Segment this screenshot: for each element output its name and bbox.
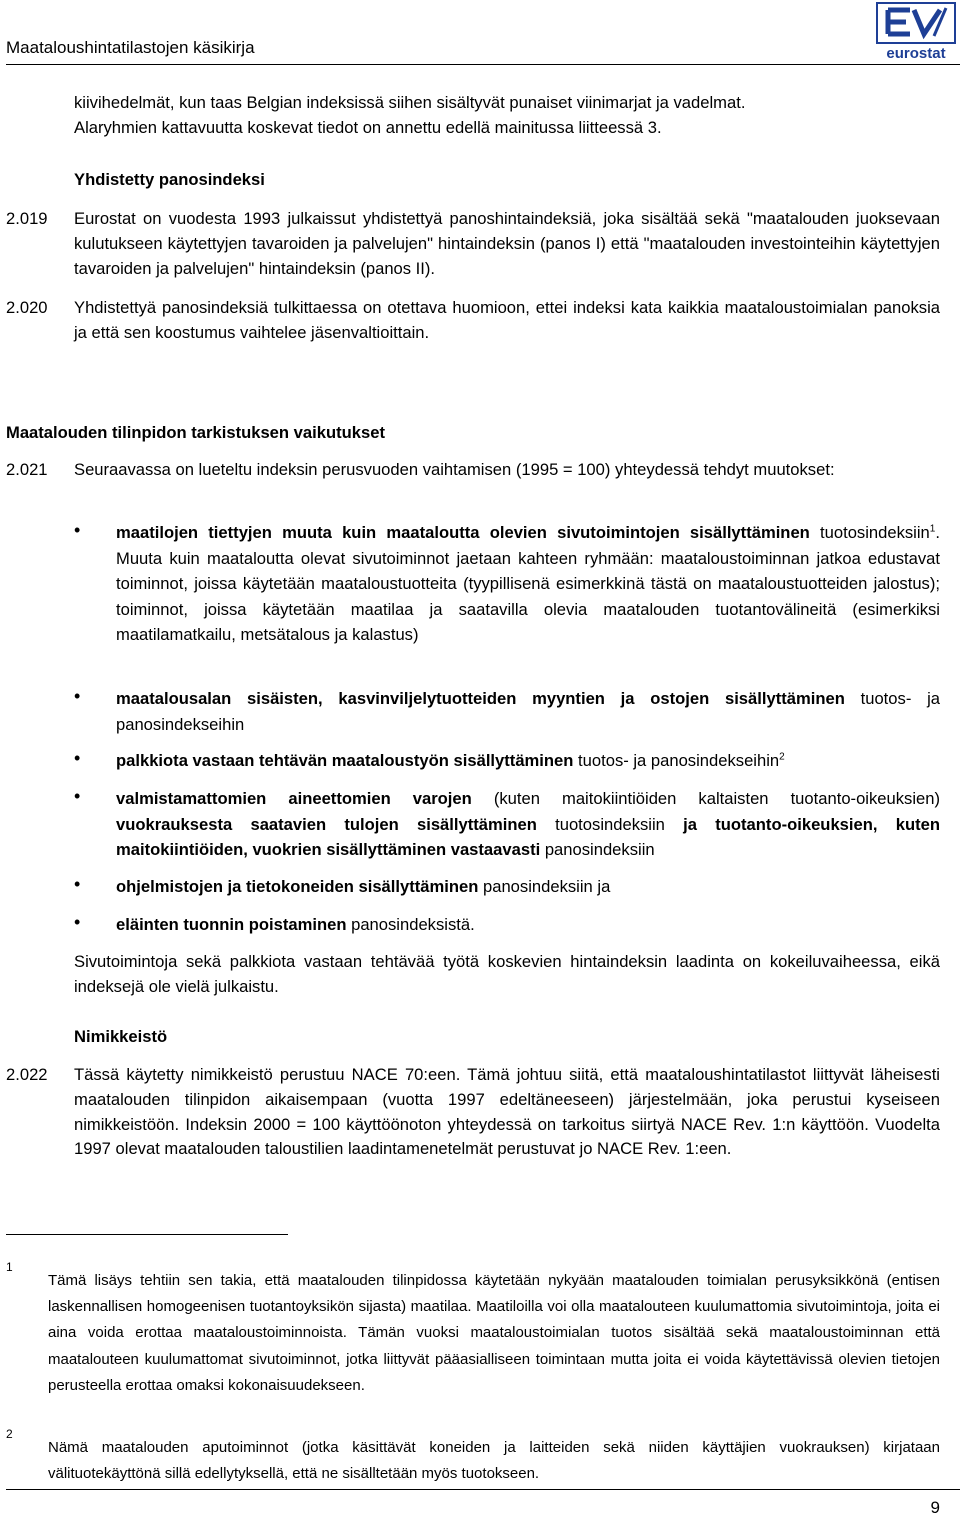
- paragraph-number-2022: 2.022: [6, 1065, 48, 1084]
- bullet-1-text-b: . Muuta kuin maataloutta olevat sivutoiminnot jaetaan kahteen ryhmään: maataloustoiminnan jatkoa edustavat toiminnot, joissa käytetään maataloustuotteita (tyypillisenä esimerkkinä tästä on maataloustuotteiden jalostus); toiminnot, joissa käytetään maatilaa ja saatavilla olevia maatalouden tuotantovälineitä (esimerkiksi maatilamatkailu, metsätalous ja kalastus): [116, 523, 940, 645]
- paragraph-number-2021: 2.021: [6, 460, 48, 479]
- paragraph-number-2019: 2.019: [6, 209, 48, 228]
- bullet-marker: •: [74, 786, 81, 806]
- bullet-4-text-2: tuotosindeksiin: [536, 814, 684, 834]
- footnote-2-number: 2: [6, 1427, 13, 1441]
- bullet-marker: •: [74, 520, 81, 540]
- bullet-marker: •: [74, 912, 81, 932]
- bullet-4-bold-3: ja tuotanto-oikeuksien, kuten maitokiintiöiden, vuokrien sisällyttäminen vastaavasti: [116, 814, 940, 860]
- bullet-item-4: [116, 786, 940, 863]
- footnote-2-text: Nämä maatalouden aputoiminnot (jotka käsittävät koneiden ja laitteiden sekä niiden käyttäjien vuokrauksen) kirjataan välituotekäyttönä sillä edellytyksellä, että ne sisälltetään myös tuotokseen.: [48, 1439, 940, 1483]
- document-title: Maataloushintatilastojen käsikirja: [6, 38, 255, 57]
- paragraph-2020: Yhdistettyä panosindeksiä tulkittaessa on otettava huomioon, ettei indeksi kata kaikkia maataloustoimialan panoksia ja että sen koostumus vaihtelee jäsenvaltioittain.: [74, 298, 940, 342]
- bullet-4-text-3: panosindeksiin: [540, 840, 655, 860]
- logo-wordmark: eurostat: [886, 45, 946, 62]
- paragraph-2019: Eurostat on vuodesta 1993 julkaissut yhdistettyä panoshintaindeksiä, joka sisältää sekä "maatalouden juoksevaan kulutukseen käytettyjen tavaroiden ja palvelujen" hintaindeksin (panos I) että "maatalouden investointeihin käytettyjen tavaroiden ja palvelujen" hintaindeksin (panos II).: [74, 209, 940, 278]
- footer-divider: [6, 1489, 960, 1490]
- heading-accounts-revision: Maatalouden tilinpidon tarkistuksen vaikutukset: [6, 423, 385, 442]
- bullet-3-text: tuotos- ja panosindekseihin: [573, 751, 780, 770]
- footnote-1-number: 1: [6, 1260, 13, 1274]
- eurostat-logo: [876, 2, 956, 62]
- bullet-2-bold: maatalousalan sisäisten, kasvinviljelytuotteiden myyntien ja ostojen sisällyttäminen: [116, 689, 845, 708]
- paragraph-number-2020: 2.020: [6, 298, 48, 317]
- bullet-4-text-1: (kuten maitokiintiöiden kaltaisten tuotanto-oikeuksien): [471, 789, 941, 808]
- bullet-item-2: [116, 686, 940, 737]
- bullet-item-5: [116, 874, 940, 900]
- paragraph-2022: Tässä käytetty nimikkeistö perustuu NACE 70:een. Tämä johtuu siitä, että maataloushintatilastot liittyvät läheisesti maatalouden tilinpidon aikaisempaan (vuotta 1997 edeltäneeseen) järjestelmään, joka perustui kyseiseen nimikkeistöön. Indeksin 2000 = 100 käyttöönoton yhteydessä on tarkoitus siirtyä NACE Rev. 1:n käyttöön. Vuodelta 1997 olevat maatalouden taloustilien laadintamenetelmät perustuvat jo NACE Rev. 1:een.: [74, 1065, 940, 1159]
- footnote-1-text: Tämä lisäys tehtiin sen takia, että maatalouden tilinpidossa käytetään nykyään maatalouden toimialan perusyksikkönä (entisen laskennallisen homogeenisen tuotantoyksikön sijasta) maatilaa. Maatiloilla voi olla maatalouteen kuulumattomia sivutoimintoja, joita ei aina voida erottaa maataloustoiminnoista. Tämän vuoksi maataloustoimialan tuotos sisältää sekä maataloustoiminnan että maatalouteen kuulumattomat sivutoiminnot, jotka liittyvät pääasialliseen toimintaan mutta joita ei voida käytettävissä olevien tietojen perusteella erottaa omaksi kokonaisuudekseen.: [48, 1272, 940, 1394]
- footnote-ref-2: 2: [779, 751, 785, 763]
- bullet-item-6: [116, 912, 940, 938]
- bullet-item-3: [116, 748, 940, 774]
- bullet-item-1: [116, 520, 940, 648]
- bullet-1-bold: maatilojen tiettyjen muuta kuin maataloutta olevien sivutoimintojen sisällyttäminen: [116, 523, 810, 542]
- bullet-2-text: tuotos- ja panosindekseihin: [116, 689, 940, 734]
- intro-line-1: kiivihedelmät, kun taas Belgian indeksissä siihen sisältyvät punaiset viinimarjat ja vadelmat.: [74, 93, 746, 112]
- bullet-marker: •: [74, 748, 81, 768]
- intro-line-2: Alaryhmien kattavuutta koskevat tiedot on annettu edellä mainitussa liitteessä 3.: [74, 117, 662, 137]
- bullet-marker: •: [74, 874, 81, 894]
- bullet-6-text: panosindeksistä.: [346, 915, 475, 934]
- bullet-6-bold: eläinten tuonnin poistaminen: [116, 915, 347, 934]
- header-divider: [6, 64, 960, 65]
- bullet-4-bold-1: valmistamattomien aineettomien varojen: [116, 789, 472, 808]
- bullet-3-bold: palkkiota vastaan tehtävän maataloustyön sisällyttäminen: [116, 751, 574, 770]
- bullet-5-text: panosindeksiin ja: [478, 877, 611, 896]
- heading-nomenclature: Nimikkeistö: [74, 1027, 168, 1046]
- page-number: 9: [930, 1498, 940, 1517]
- footnote-divider: [6, 1234, 288, 1235]
- bullet-marker: •: [74, 686, 81, 706]
- bullet-5-bold: ohjelmistojen ja tietokoneiden sisällyttäminen: [116, 877, 479, 896]
- bullet-1-text-a: tuotosindeksiin: [820, 523, 930, 542]
- bullet-4-bold-2: vuokrauksesta saatavien tulojen sisällyttäminen: [116, 814, 537, 834]
- intro-paragraph: [74, 91, 940, 141]
- heading-combined-index: Yhdistetty panosindeksi: [74, 170, 265, 189]
- paragraph-2021: Seuraavassa on lueteltu indeksin perusvuoden vaihtamisen (1995 = 100) yhteydessä tehdyt muutokset:: [74, 460, 835, 479]
- footnote-ref-1: 1: [929, 523, 936, 535]
- closing-paragraph: Sivutoimintoja sekä palkkiota vastaan tehtävää työtä koskevien hintaindeksin laadinta on kokeiluvaiheessa, eikä indeksejä ole vielä julkaistu.: [74, 952, 940, 996]
